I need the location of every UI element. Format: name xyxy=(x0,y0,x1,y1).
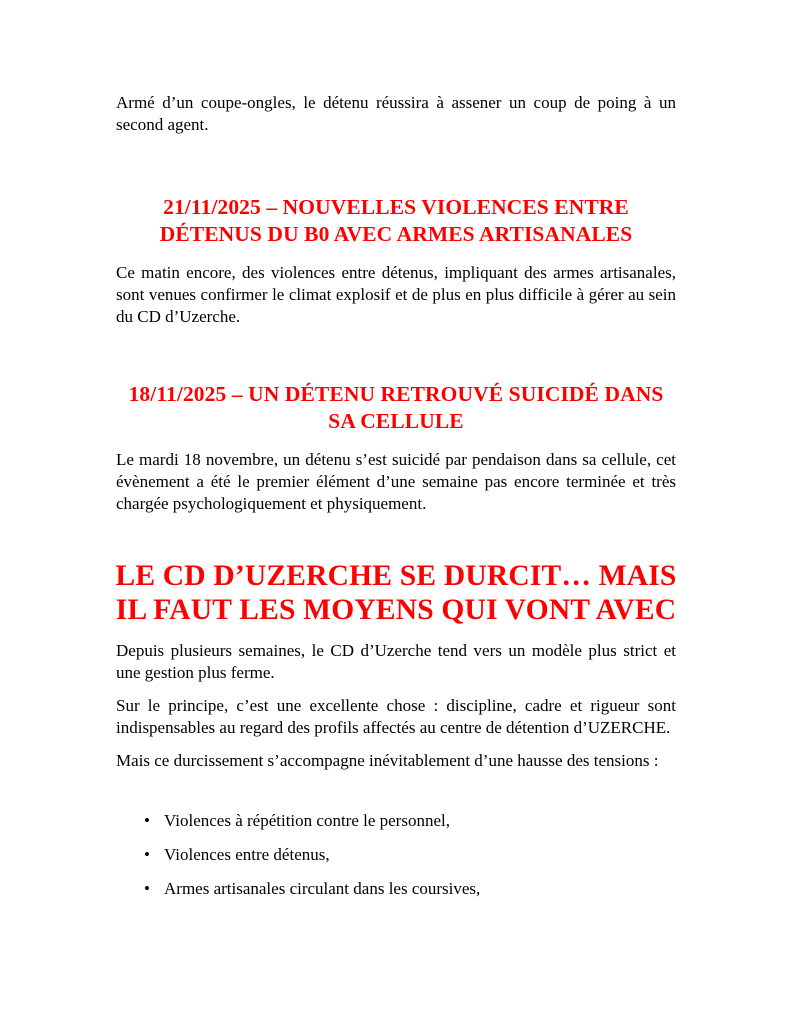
bullet-icon: • xyxy=(144,811,150,830)
list-item-text: Violences à répétition contre le personnel, xyxy=(164,811,450,830)
section-body-suicide: Le mardi 18 novembre, un détenu s’est suicidé par pendaison dans sa cellule, cet évènement a été le premier élément d’une semaine pas encore terminée et très chargée psychologiquement et physiquement. xyxy=(116,450,676,513)
intro-paragraph: Armé d’un coupe-ongles, le détenu réussira à assener un coup de poing à un second agent. xyxy=(116,93,676,134)
section-heading-violences-b0: 21/11/2025 – NOUVELLES VIOLENCES ENTRE DÉTENUS DU B0 AVEC ARMES ARTISANALES xyxy=(159,195,633,246)
main-paragraph: Depuis plusieurs semaines, le CD d’Uzerche tend vers un modèle plus strict et une gestion plus ferme. xyxy=(116,641,676,682)
main-paragraph: Sur le principe, c’est une excellente chose : discipline, cadre et rigueur sont indispensables au regard des profils affectés au centre de détention d’UZERCHE. xyxy=(116,696,676,737)
list-item xyxy=(116,878,676,900)
document-page xyxy=(116,92,676,912)
list-item xyxy=(116,844,676,866)
tensions-list xyxy=(116,810,676,900)
main-heading: LE CD D’UZERCHE SE DURCIT… MAIS IL FAUT LES MOYENS QUI VONT AVEC xyxy=(115,560,677,626)
bullet-icon: • xyxy=(144,845,150,864)
bullet-icon: • xyxy=(144,879,150,898)
section-heading-suicide: 18/11/2025 – UN DÉTENU RETROUVÉ SUICIDÉ DANS SA CELLULE xyxy=(128,382,664,433)
section-body-violences-b0: Ce matin encore, des violences entre détenus, impliquant des armes artisanales, sont venues confirmer le climat explosif et de plus en plus difficile à gérer au sein du CD d’Uzerche. xyxy=(116,263,676,326)
list-item xyxy=(116,810,676,832)
list-item-text: Violences entre détenus, xyxy=(164,845,330,864)
main-paragraph: Mais ce durcissement s’accompagne inévitablement d’une hausse des tensions : xyxy=(116,751,659,770)
list-item-text: Armes artisanales circulant dans les coursives, xyxy=(164,879,481,898)
